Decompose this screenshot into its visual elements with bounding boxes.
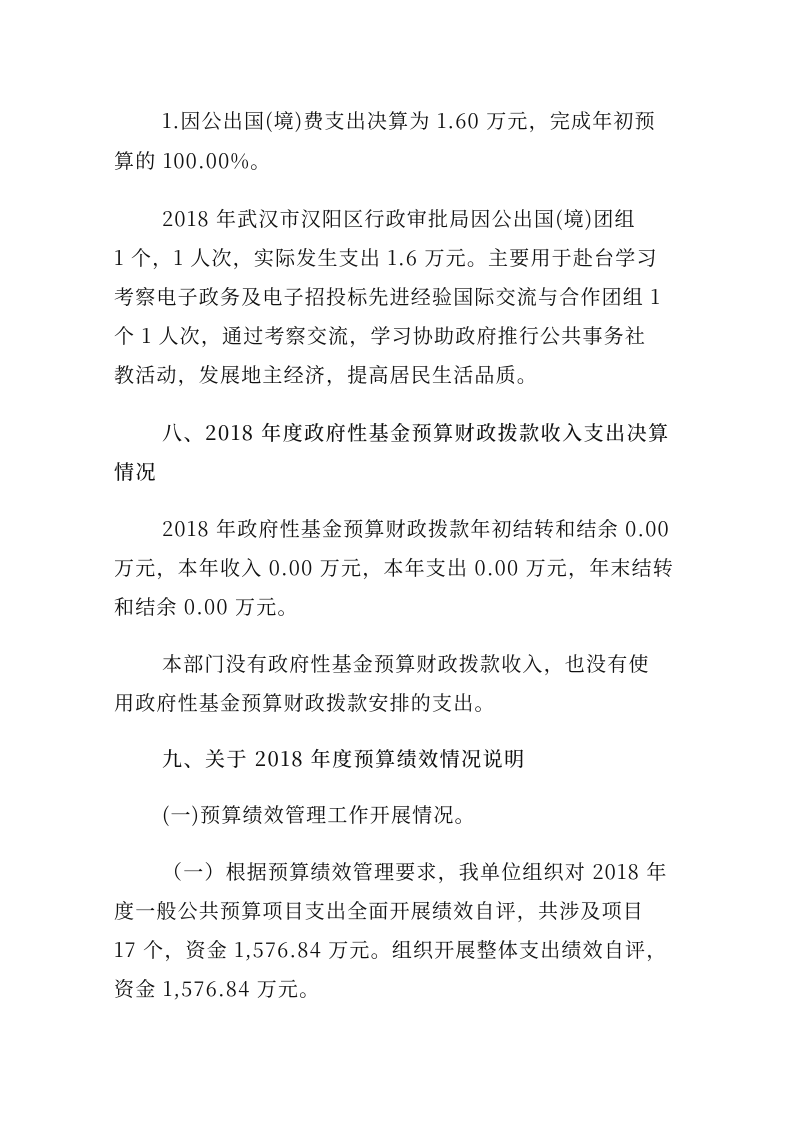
section-8-heading-line-1: 八、2018 年度政府性基金预算财政拨款收入支出决算: [162, 417, 670, 446]
paragraph-2-line-1: 2018 年武汉市汉阳区行政审批局因公出国(境)团组: [162, 203, 636, 232]
paragraph-2-line-3: 考察电子政务及电子招投标先进经验国际交流与合作团组 1: [114, 281, 661, 310]
paragraph-5-line-2: 度一般公共预算项目支出全面开展绩效自评，共涉及项目: [114, 895, 644, 924]
paragraph-1-line-2: 算的 100.00%。: [114, 145, 272, 174]
paragraph-1-line-1: 1.因公出国(境)费支出决算为 1.60 万元，完成年初预: [162, 105, 656, 134]
paragraph-2-line-2: 1 个，1 人次，实际发生支出 1.6 万元。主要用于赴台学习: [114, 242, 658, 271]
section-8-heading-line-2: 情况: [114, 456, 157, 485]
paragraph-4-line-1: 本部门没有政府性基金预算财政拨款收入，也没有使: [162, 648, 650, 677]
paragraph-5-line-3: 17 个，资金 1,576.84 万元。组织开展整体支出绩效自评，: [114, 934, 668, 963]
paragraph-4-line-2: 用政府性基金预算财政拨款安排的支出。: [114, 687, 496, 716]
section-9-heading: 九、关于 2018 年度预算绩效情况说明: [162, 743, 526, 772]
subsection-1-title: (一)预算绩效管理工作开展情况。: [162, 799, 476, 828]
paragraph-3-line-1: 2018 年政府性基金预算财政拨款年初结转和结余 0.00: [162, 513, 670, 542]
paragraph-2-line-5: 教活动，发展地主经济，提高居民生活品质。: [114, 359, 538, 388]
paragraph-5-line-4: 资金 1,576.84 万元。: [114, 973, 321, 1002]
paragraph-5-line-1: （一）根据预算绩效管理要求，我单位组织对 2018 年: [162, 856, 668, 885]
paragraph-2-line-4: 个 1 人次，通过考察交流，学习协助政府推行公共事务社: [114, 320, 647, 349]
paragraph-3-line-2: 万元，本年收入 0.00 万元，本年支出 0.00 万元，年末结转: [114, 552, 674, 581]
paragraph-3-line-3: 和结余 0.00 万元。: [114, 591, 299, 620]
